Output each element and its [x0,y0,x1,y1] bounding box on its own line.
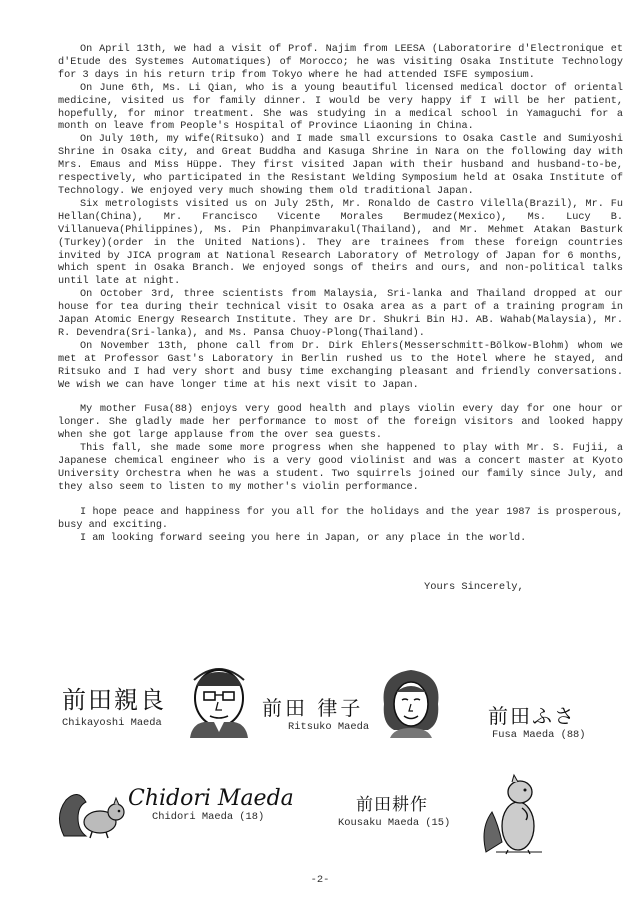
paragraph-metrologists: Six metrologists visited us on July 25th, Mr. Ronaldo de Castro Vilella(Brazil), Mr. Fu Hellan(China), Mr. Francisco Vicente Morales Bermudez(Mexico), Ms. Lucy B. Villanueva(Philippines), Ms. Pin Phanpimvarakul(Thailand), and Mr. Mehmet Atakan Basturk (Turkey)(order in the United Nations). They are trainees from these foreign countries invited by JICA program at National Research Laboratory of Metrology of Japan for 6 months, which spent in Osaka Branch. We enjoyed songs of theirs and ours, and non-political talks until late at night. [58,198,623,288]
printed-name: Ritsuko Maeda [288,721,370,733]
paragraph-looking-forward: I am looking forward seeing you here in Japan, or any place in the world. [80,532,527,544]
paragraph-october-visit: On October 3rd, three scientists from Malaysia, Sri-lanka and Thailand dropped at our house for tea during their technical visit to Osaka area as a part of a training program in Japan Atomic Energy Research Institute. They are Dr. Shukri Bin HJ. AB. Wahab(Malaysia), Mr. R. Devendra(Sri-lanka), and Ms. Pansa Chuoy-Plong(Thailand). [58,289,623,339]
paragraph-november-call: On November 13th, phone call from Dr. Dirk Ehlers(Messerschmitt-Bölkow-Blohm) whom we met at Professor Gast's Laboratory in Berlin rushed us to the Hotel where he stayed, and Ritsuko and I had very short and busy time exchanging pleasant and friendly conversations. We wish we can have longer time at his next visit to Japan. [58,340,623,391]
printed-name: Fusa Maeda (88) [492,729,586,741]
handwritten-kanji: 前田 律子 [262,696,364,720]
portrait-ritsuko-icon [378,664,444,738]
handwritten-kanji: 前田親良 [62,686,166,714]
paragraph-prof-najim: On April 13th, we had a visit of Prof. Najim from LEESA (Laboratorire d'Electronique et d'Etude des Systemes Automatiques) of Morocco; he was visiting Osaka Institute Technology for 3 days in his return trip from Tokyo where he had attended ISFE symposium. [58,44,623,81]
paragraph-li-qian: On June 6th, Ms. Li Qian, who is a young beautiful licensed medical doctor of oriental medicine, visited us for family dinner. I would be very happy if I will be her patient, hopefully, for minor treatment. She was studying in a medical school in Yamaguchi for a month on leave from People's Hospital of Province Liaoning in China. [58,82,623,133]
page-number: -2- [310,874,330,886]
signature-fusa [488,700,586,741]
signature-kousaku [338,790,451,829]
handwritten-kanji: 前田ふさ [488,704,576,728]
closing-line: Yours Sincerely, [424,581,524,593]
paragraph-mother-violin: My mother Fusa(88) enjoys very good health and plays violin every day for one hour or longer. She gladly made her performance to most of the foreign visitors and looked happy when she got large applause from the over sea guests. [58,404,623,442]
letter-body [58,44,623,546]
handwritten-signature: Chidori Maeda [128,786,294,811]
signature-chikayoshi [62,680,166,729]
paragraph-holiday-wishes: I hope peace and happiness for you all for the holidays and the year 1987 is prosperous, busy and exciting. [58,506,623,531]
signature-chidori [128,786,294,823]
printed-name: Chidori Maeda (18) [152,811,265,823]
paragraph-fall-squirrels: This fall, she made some more progress when she happened to play with Mr. S. Fujii, a Japanese chemical engineer who is a very good violinist and was a concert master at Kyoto University Orchestra when he was a student. Two squirrels joined our family since July, and they also seem to listen to my mother's violin performance. [58,443,623,493]
squirrel-right-icon [482,772,552,856]
portrait-chikayoshi-icon [182,660,256,738]
handwritten-kanji: 前田耕作 [356,795,428,815]
squirrel-left-icon [56,786,132,840]
paragraph-july-excursion: On July 10th, my wife(Ritsuko) and I made small excursions to Osaka Castle and Sumiyoshi Shrine in Osaka city, and Great Buddha and Kasuga Shrine in Nara on the following day with Mrs. Emaus and Miss Hüppe. They first visited Japan with their husband and husband-to-be, respectively, who participated in the Resistant Welding Symposium held at Osaka Institute of Technology. We enjoyed very much showing them old traditional Japan. [58,134,623,197]
printed-name: Kousaku Maeda (15) [338,817,451,829]
signature-ritsuko [262,692,369,733]
printed-name: Chikayoshi Maeda [62,717,162,729]
